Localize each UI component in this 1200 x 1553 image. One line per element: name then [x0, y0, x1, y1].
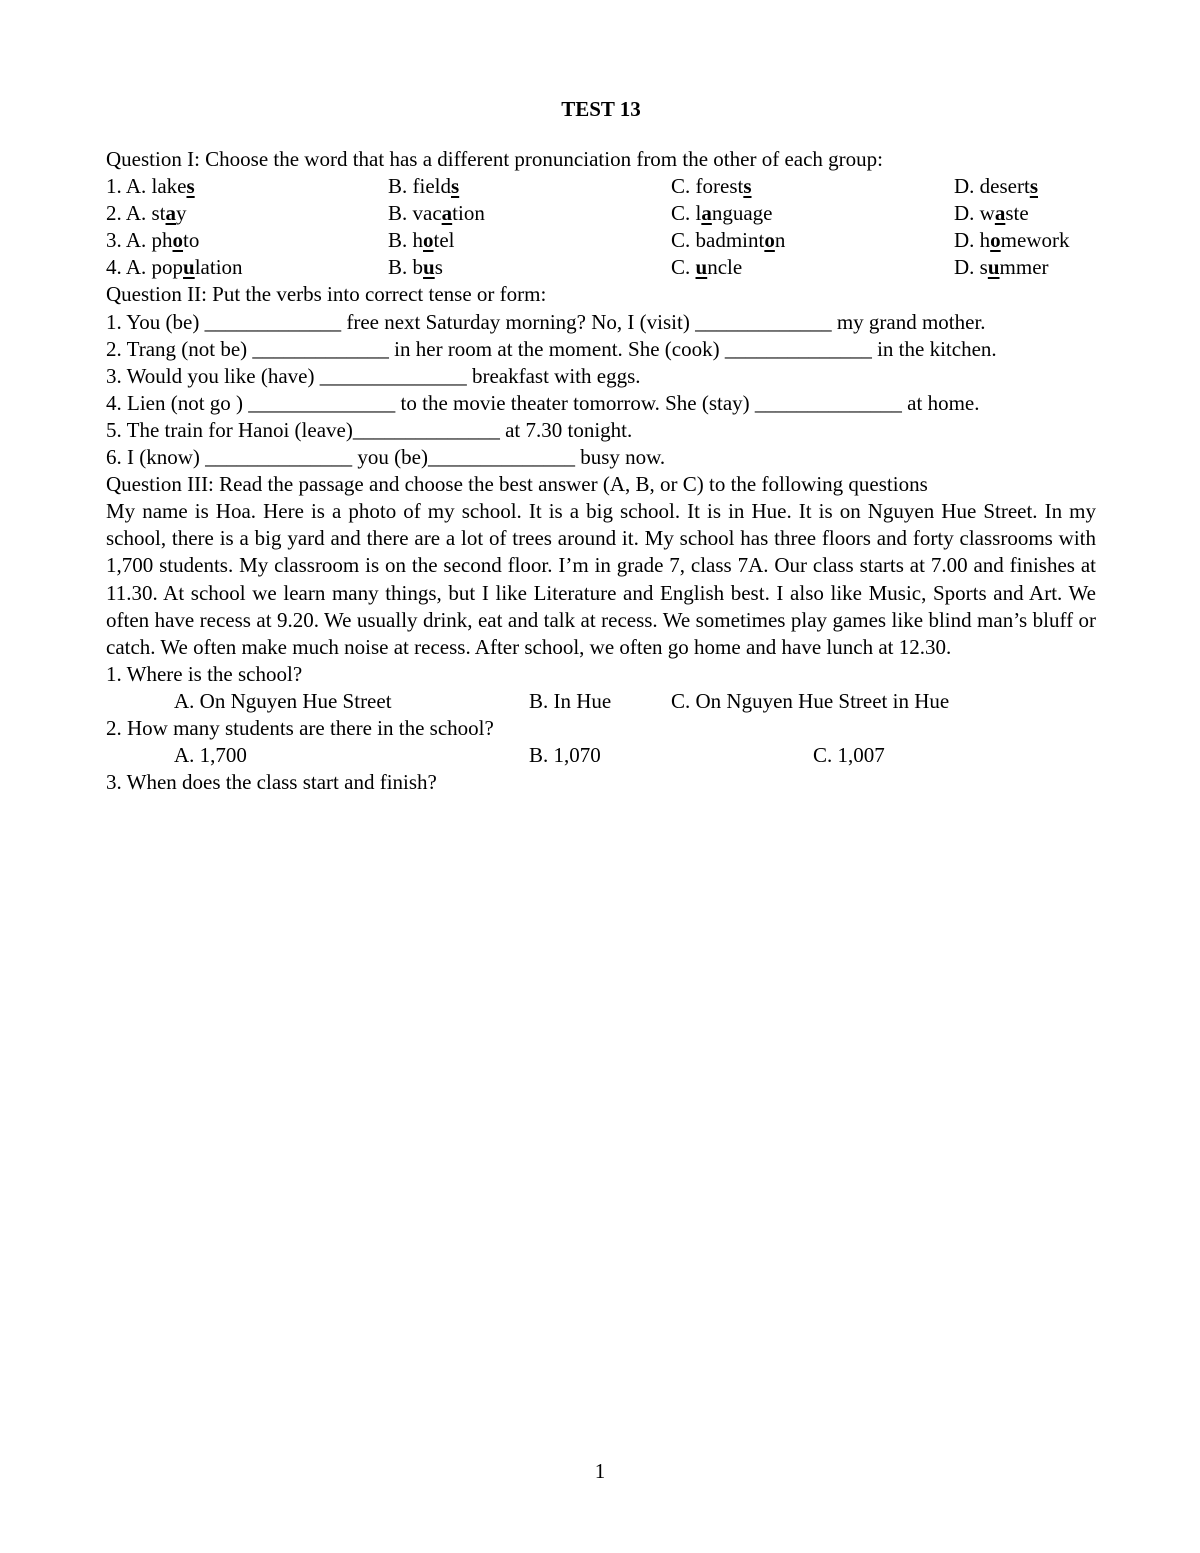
pronunciation-row-1 — [106, 173, 1096, 200]
reading-question-1: 1. Where is the school? — [106, 661, 303, 686]
option-c: C. 1,007 — [813, 743, 885, 768]
reading-question-1-options — [106, 688, 1096, 715]
word-option — [106, 254, 243, 281]
word-suffix: y — [176, 201, 187, 226]
underlined-letter: a — [701, 201, 712, 226]
underlined-letter: a — [441, 201, 453, 226]
word-option — [954, 254, 1049, 281]
pronunciation-row-4 — [106, 254, 1096, 281]
word-option — [954, 173, 1038, 200]
word-prefix: B. h — [388, 228, 424, 253]
word-suffix: ste — [1005, 201, 1029, 226]
word-suffix: to — [183, 228, 200, 253]
verb-item-2: 2. Trang (not be) _____________ in her room at the moment. She (cook) ______________ in the kitchen. — [106, 336, 997, 361]
word-prefix: D. h — [954, 228, 991, 253]
underlined-letter: u — [423, 255, 435, 280]
question-1-heading: Question I: Choose the word that has a different pronunciation from the other of each group: — [106, 147, 883, 171]
word-option — [671, 173, 752, 200]
test-title: TEST 13 — [561, 97, 641, 121]
underlined-letter: s — [743, 174, 752, 199]
word-option — [388, 254, 443, 281]
word-suffix: ncle — [707, 255, 743, 280]
question-2-heading: Question II: Put the verbs into correct tense or form: — [106, 282, 547, 307]
reading-question-2-options — [106, 742, 1096, 769]
word-prefix: B. vac — [388, 201, 442, 226]
word-prefix: 3. A. ph — [106, 228, 173, 253]
word-option — [671, 200, 773, 227]
word-option — [106, 173, 195, 200]
word-option — [388, 200, 485, 227]
word-suffix: n — [774, 228, 786, 253]
word-suffix: tel — [433, 228, 455, 253]
word-suffix: s — [434, 255, 443, 280]
pronunciation-row-2 — [106, 200, 1096, 227]
word-suffix: lation — [194, 255, 243, 280]
underlined-letter: o — [990, 228, 1001, 253]
question-3-heading: Question III: Read the passage and choose the best answer (A, B, or C) to the following questions — [106, 472, 928, 497]
reading-passage: My name is Hoa. Here is a photo of my school. It is a big school. It is in Hue. It is on Nguyen Hue Street. In my school, there is a big yard and there are a lot of trees around it. My school has three floors and forty classrooms with 1,700 students. My classroom is on the second floor. I’m in grade 7, class 7A. Our class starts at 7.00 and finishes at 11.30. At school we learn many things, but I like Literature and English best. I also like Music, Sports and Art. We often have recess at 9.20. We usually drink, eat and talk at recess. We sometimes play games like blind man’s bluff or catch. We often make much noise at recess. After school, we often go home and have lunch at 12.30. — [106, 499, 1096, 659]
option-c: C. On Nguyen Hue Street in Hue — [671, 688, 950, 713]
underlined-letter: s — [451, 174, 460, 199]
word-suffix: tion — [452, 201, 485, 226]
option-b: B. 1,070 — [529, 743, 601, 768]
reading-question-2: 2. How many students are there in the school? — [106, 715, 494, 740]
option-a: A. 1,700 — [174, 743, 247, 768]
word-prefix: 4. A. pop — [106, 255, 184, 280]
underlined-letter: s — [1029, 174, 1038, 199]
verb-item-6: 6. I (know) ______________ you (be)______________ busy now. — [106, 445, 666, 470]
pronunciation-row-3 — [106, 227, 1096, 254]
word-prefix: D. w — [954, 201, 995, 226]
word-option — [671, 227, 785, 254]
word-option — [954, 227, 1070, 254]
word-suffix: mework — [1000, 228, 1070, 253]
underlined-letter: a — [165, 201, 177, 226]
underlined-letter: u — [183, 255, 195, 280]
underlined-letter: o — [764, 228, 775, 253]
page-number: 1 — [594, 1459, 606, 1483]
word-prefix: C. badmint — [671, 228, 765, 253]
word-option — [106, 227, 199, 254]
word-suffix: mmer — [999, 255, 1049, 280]
underlined-letter: s — [186, 174, 195, 199]
underlined-letter: u — [987, 255, 1000, 280]
underlined-letter: a — [994, 201, 1006, 226]
verb-item-1: 1. You (be) _____________ free next Saturday morning? No, I (visit) _____________ my grand mother. — [106, 309, 986, 334]
underlined-letter: o — [423, 228, 434, 253]
underlined-letter: u — [695, 255, 708, 280]
underlined-letter: o — [172, 228, 184, 253]
word-prefix: B. field — [388, 174, 451, 199]
reading-question-3: 3. When does the class start and finish? — [106, 770, 437, 795]
document-page — [106, 96, 1096, 796]
word-option — [671, 254, 742, 281]
word-prefix: 2. A. st — [106, 201, 166, 226]
verb-item-5: 5. The train for Hanoi (leave)______________ at 7.30 tonight. — [106, 417, 633, 442]
verb-item-4: 4. Lien (not go ) ______________ to the movie theater tomorrow. She (stay) ______________ at home. — [106, 390, 980, 415]
word-prefix: D. desert — [954, 174, 1030, 199]
option-a: A. On Nguyen Hue Street — [174, 688, 392, 713]
word-prefix: C. — [671, 255, 696, 280]
pronunciation-table — [106, 173, 1096, 281]
word-option — [954, 200, 1029, 227]
word-prefix: 1. A. lake — [106, 174, 187, 199]
word-option — [106, 200, 187, 227]
word-prefix: C. forest — [671, 174, 744, 199]
word-option — [388, 173, 459, 200]
word-suffix: nguage — [711, 201, 773, 226]
option-b: B. In Hue — [529, 688, 612, 713]
verb-item-3: 3. Would you like (have) ______________ breakfast with eggs. — [106, 363, 641, 388]
word-option — [388, 227, 455, 254]
word-prefix: B. b — [388, 255, 424, 280]
word-prefix: C. l — [671, 201, 702, 226]
word-prefix: D. s — [954, 255, 988, 280]
